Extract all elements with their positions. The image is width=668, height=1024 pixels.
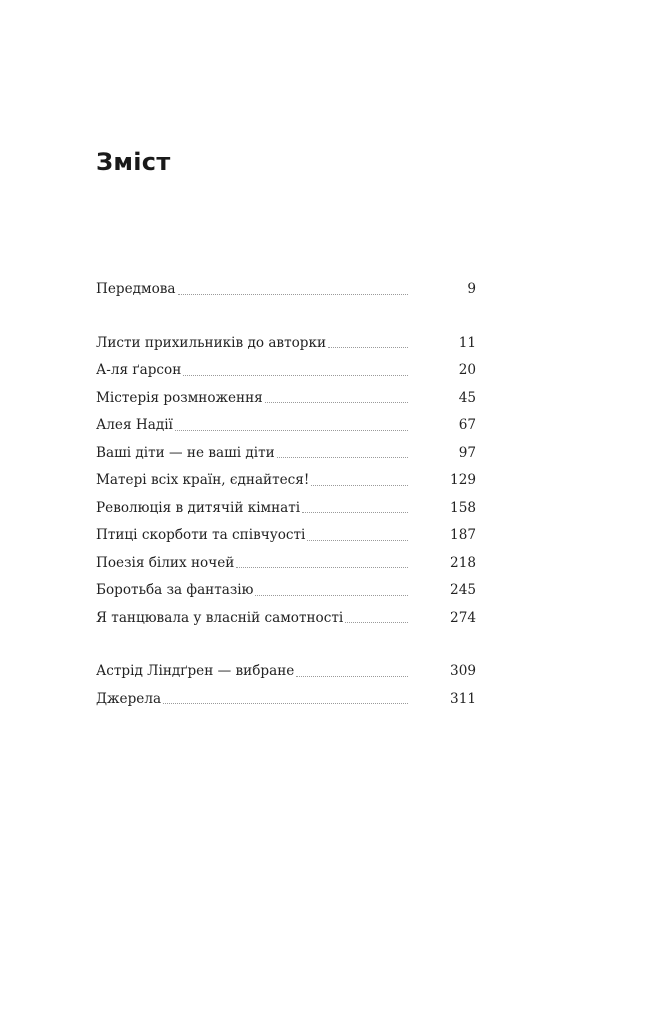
- page-title: Зміст: [96, 148, 171, 176]
- toc-group-chapters: [96, 330, 476, 633]
- toc-entry-title: Передмова: [96, 281, 176, 297]
- dot-leader: [183, 374, 408, 376]
- toc-entry-page: 245: [450, 582, 476, 598]
- toc-entry[interactable]: [96, 495, 476, 523]
- toc-entry-title: Ваші діти — не ваші діти: [96, 444, 275, 461]
- dot-leader: [307, 539, 408, 541]
- dot-leader: [163, 702, 408, 704]
- toc-entry[interactable]: [96, 577, 476, 605]
- toc-entry[interactable]: [96, 440, 476, 468]
- toc-entry[interactable]: [96, 686, 476, 714]
- dot-leader: [175, 429, 408, 431]
- toc-entry-page: 45: [458, 389, 476, 406]
- toc-entry[interactable]: [96, 467, 476, 495]
- dot-leader: [328, 346, 408, 348]
- toc-entry-page: 9: [467, 281, 476, 297]
- toc-entry-page: 11: [458, 334, 476, 351]
- toc-entry-page: 218: [450, 554, 476, 571]
- dot-leader: [265, 401, 408, 403]
- toc-entry-title: Я танцювала у власній самотності: [96, 609, 344, 626]
- toc-entry-page: 97: [458, 444, 476, 461]
- toc-entry-title: Листи прихильників до авторки: [96, 334, 327, 351]
- toc-entry[interactable]: [96, 357, 476, 385]
- toc-entry-page: 187: [450, 527, 476, 543]
- toc-entry-title: Боротьба за фантазію: [96, 582, 254, 598]
- toc-entry[interactable]: [96, 522, 476, 550]
- toc-entry-page: 309: [450, 663, 476, 679]
- dot-leader: [345, 621, 408, 623]
- toc-entry-page: 129: [450, 472, 476, 488]
- toc-entry[interactable]: [96, 658, 476, 686]
- toc-entry-page: 20: [458, 362, 476, 378]
- dot-leader: [302, 511, 408, 513]
- toc-entry-title: Джерела: [96, 690, 162, 707]
- dot-leader: [236, 566, 408, 568]
- dot-leader: [255, 594, 408, 596]
- toc-entry-title: А-ля ґарсон: [96, 362, 182, 378]
- toc-entry-page: 311: [450, 690, 476, 707]
- toc-entry[interactable]: [96, 550, 476, 578]
- dot-leader: [296, 675, 408, 677]
- toc-entry-title: Революція в дитячій кімнаті: [96, 499, 301, 516]
- toc-entry-page: 274: [450, 609, 476, 626]
- dot-leader: [178, 293, 408, 295]
- toc-entry[interactable]: [96, 605, 476, 633]
- table-of-contents: [96, 276, 476, 713]
- toc-entry[interactable]: [96, 276, 476, 304]
- toc-entry-page: 67: [458, 417, 476, 433]
- dot-leader: [311, 484, 408, 486]
- toc-entry-page: 158: [450, 499, 476, 516]
- toc-entry-title: Поезія білих ночей: [96, 554, 235, 571]
- toc-group-back-matter: [96, 658, 476, 713]
- toc-entry-title: Астрід Ліндґрен — вибране: [96, 663, 295, 679]
- toc-entry-title: Матері всіх країн, єднайтеся!: [96, 472, 310, 488]
- toc-entry-title: Птиці скорботи та співчуості: [96, 527, 306, 543]
- toc-entry[interactable]: [96, 385, 476, 413]
- toc-entry-title: Містерія розмноження: [96, 389, 263, 406]
- toc-entry-title: Алея Надії: [96, 417, 173, 433]
- toc-entry[interactable]: [96, 330, 476, 358]
- toc-group-front-matter: [96, 276, 476, 304]
- toc-entry[interactable]: [96, 412, 476, 440]
- dot-leader: [277, 456, 408, 458]
